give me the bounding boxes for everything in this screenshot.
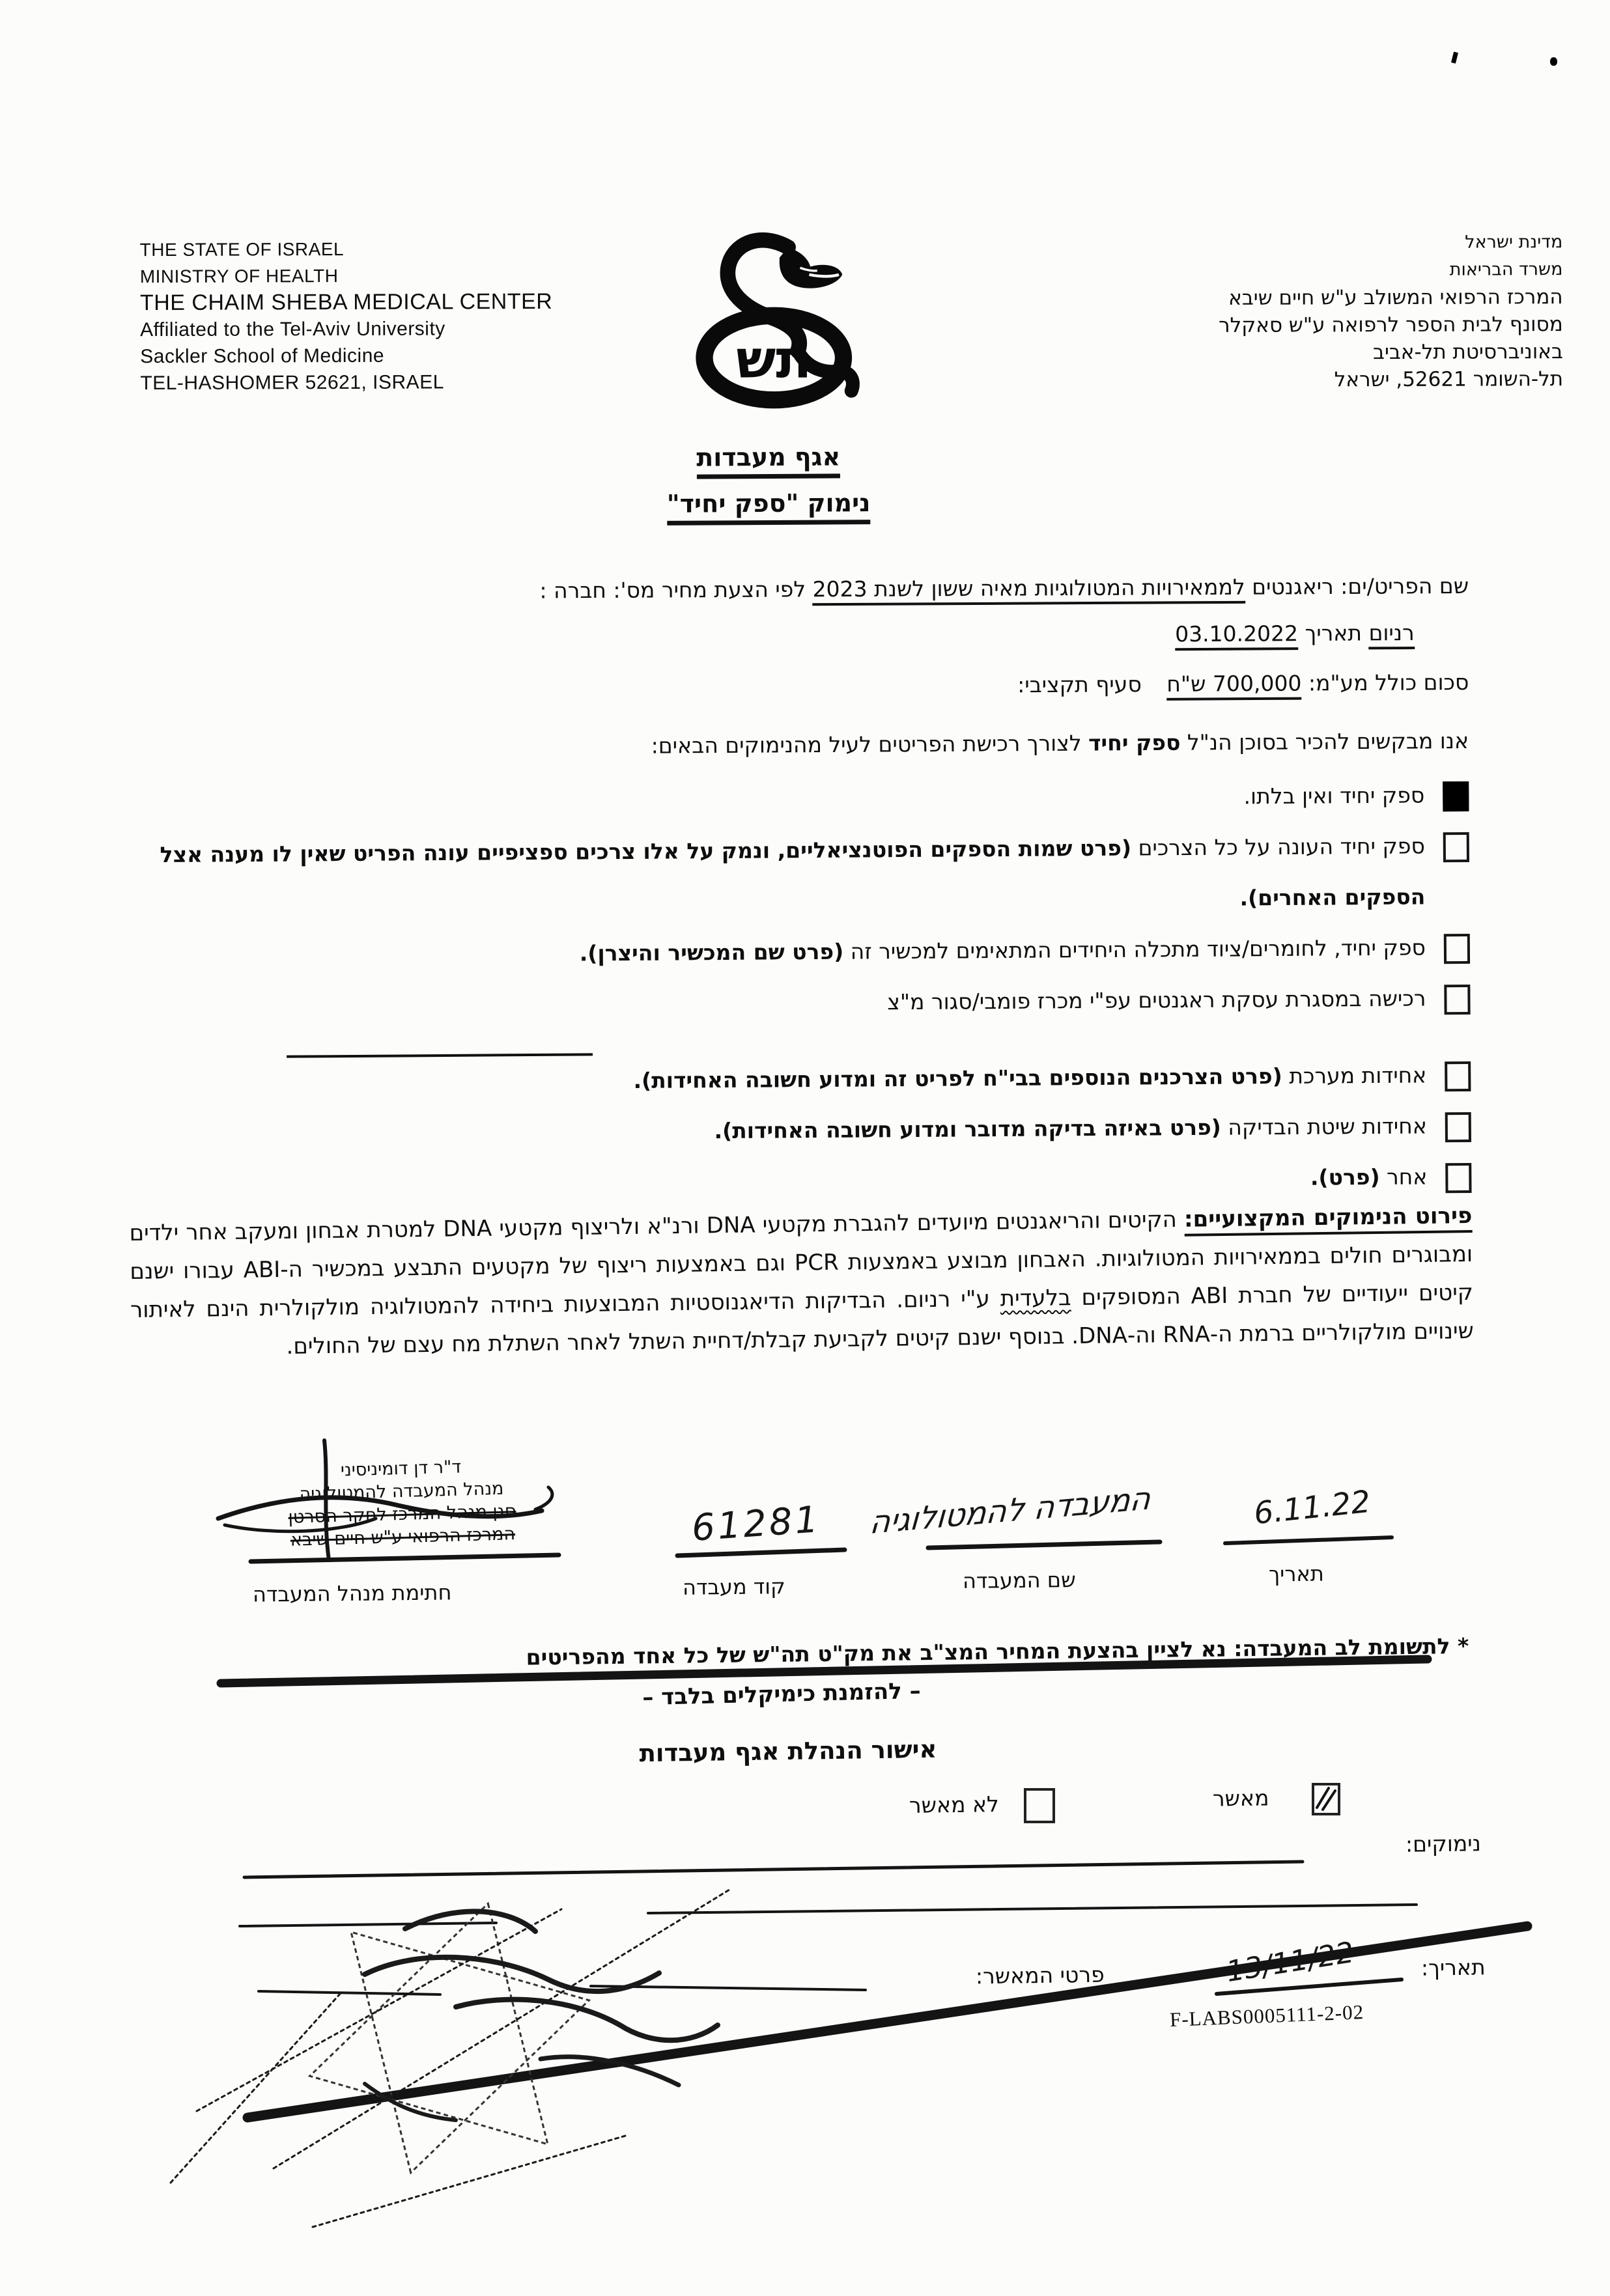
scan-line bbox=[648, 1905, 1417, 1913]
letterhead-line: Sackler School of Medicine bbox=[140, 344, 385, 368]
checkbox-system-uniformity[interactable] bbox=[1445, 1061, 1471, 1091]
letterhead-line: משרד הבריאות bbox=[1450, 259, 1563, 280]
price-quote-label: לפי הצעת מחיר מס': חברה : bbox=[539, 576, 806, 604]
date-label: תאריך bbox=[1305, 620, 1363, 647]
manager-stamp bbox=[241, 1453, 563, 1553]
reason-row: ספק יחיד ואין בלתו. bbox=[127, 770, 1469, 830]
scan-speck bbox=[1550, 57, 1557, 66]
letterhead-line: THE STATE OF ISRAEL bbox=[139, 239, 345, 260]
checkbox-tender-purchase[interactable] bbox=[1444, 985, 1470, 1015]
item-name-value: לממאירויות המטולוגיות מאיה ששון לשנת 2023 bbox=[812, 574, 1245, 606]
total-label: סכום כולל מע"מ: bbox=[1308, 669, 1469, 696]
stamp-line: סגן מנהל המרכז לחקר הסרטן bbox=[288, 1501, 516, 1528]
approval-title: אישור הנהלת אגף מעבדות bbox=[639, 1735, 937, 1768]
reason-row: ספק יחיד העונה על כל הצרכים (פרט שמות הספקים הפוטנציאליים, ונמק על אלו צרכים ספציפיים עונה הפריט שאין לו מענה אצל הספקים האחרים). bbox=[128, 820, 1470, 931]
emblem-letters: תש bbox=[736, 328, 812, 390]
chemicals-only-line: – להזמנת כימיקלים בלבד – bbox=[642, 1677, 922, 1711]
reason-list bbox=[127, 770, 1472, 1211]
company-value: רניום bbox=[1369, 620, 1415, 649]
page-subtitle: נימוק "ספק יחיד" bbox=[667, 488, 871, 525]
letterhead-line: TEL-HASHOMER 52621, ISRAEL bbox=[140, 371, 444, 395]
letterhead-line: תל-השומר 52621, ישראל bbox=[1334, 367, 1564, 392]
item-name-label: שם הפריט/ים: bbox=[1340, 573, 1469, 600]
manager-signature-field-line bbox=[251, 1555, 559, 1561]
letterhead-line: THE CHAIM SHEBA MEDICAL CENTER bbox=[139, 288, 553, 316]
reason-row: אחר (פרט). bbox=[130, 1151, 1471, 1211]
reject-label: לא מאשר bbox=[909, 1791, 1000, 1818]
total-line bbox=[1017, 669, 1469, 697]
checkbox-reject[interactable] bbox=[1024, 1788, 1055, 1823]
reason-row: אחידות מערכת (פרט הצרכנים הנוספים בבי"ח לפריט זה ומדוע חשובה האחידות). bbox=[129, 1050, 1471, 1110]
stamp-line: ד"ר דן דומיניסיני bbox=[340, 1457, 462, 1481]
letterhead-line: באוניברסיטת תל-אביב bbox=[1373, 340, 1564, 365]
letterhead-line: מדינת ישראל bbox=[1465, 232, 1563, 253]
form-code: F-LABS0005111-2-02 bbox=[1169, 2000, 1364, 2031]
page-title: אגף מעבדות bbox=[696, 442, 840, 479]
form-title bbox=[541, 441, 997, 526]
letterhead-english bbox=[140, 235, 553, 397]
field-label-manager-signature: חתימת מנהל המעבדה bbox=[252, 1580, 452, 1607]
checkbox-other[interactable] bbox=[1445, 1163, 1471, 1193]
field-label-date: תאריך bbox=[1268, 1561, 1325, 1587]
date-field-line bbox=[1225, 1537, 1392, 1543]
star-of-david-stamp bbox=[292, 1869, 607, 2207]
letterhead-line: Affiliated to the Tel-Aviv University bbox=[140, 318, 445, 341]
item-name-prefix: ריאגנטים bbox=[1252, 574, 1334, 600]
sheba-snake-emblem-icon bbox=[666, 208, 894, 430]
reason-row: אחידות שיטת הבדיקה (פרט באיזה בדיקה מדובר ומדוע חשובה האחידות). bbox=[130, 1100, 1471, 1160]
approve-label: מאשר bbox=[1212, 1785, 1269, 1812]
handwritten-lab-name: המעבדה להמטולוגיה bbox=[868, 1479, 1152, 1542]
reason-row: ספק יחיד, לחומרים/ציוד מתכלה היחידים המתאימים למכשיר זה (פרט שם המכשיר והיצרן). bbox=[128, 922, 1470, 982]
underlined-word: בלעדית bbox=[1000, 1285, 1071, 1312]
checkbox-consumables-for-device[interactable] bbox=[1444, 934, 1470, 964]
field-label-lab-name: שם המעבדה bbox=[962, 1567, 1076, 1593]
total-value: 700,000 ש"ח bbox=[1166, 671, 1301, 701]
approval-reasons-label: נימוקים: bbox=[1405, 1830, 1482, 1857]
handwritten-date: 6.11.22 bbox=[1252, 1483, 1372, 1532]
field-label-lab-code: קוד מעבדה bbox=[682, 1574, 785, 1600]
letterhead-line: המרכז הרפואי המשולב ע"ש חיים שיבא bbox=[1228, 285, 1563, 310]
scan-line bbox=[259, 1991, 440, 1995]
item-name-line bbox=[127, 573, 1469, 606]
approver-signature-scribble bbox=[171, 1890, 729, 2227]
justification-paragraph: פירוט הנימוקים המקצועיים: הקיטים והריאגנטים מיועדים להגברת מקטעי DNA ורנ"א ולריצוף מקטעי DNA למטרת אבחון ומעקב אחר ילדים ומבוגרים חולים בממאירויות המטולוגיות. האבחון מבוצע באמצעות PCR וגם באמצעות ריצוף של מקטעים התבצע במכשיר ה-ABI עבורו ישנם קיטים ייעודיים של חברת ABI המסופקים בלעדית ע"י רניום. הבדיקות הדיאגנוסטיות המבוצעות ביחידה להמטולוגיה מולקולרית הינם לאיתור שינויים מולקולריים ברמת ה-RNA וה-DNA. בנוסף ישנם קיטים לקביעת קבלת/דחיית השתל לאחר השתלת מח עצם של החולים. bbox=[129, 1202, 1474, 1360]
checkbox-meets-all-needs[interactable] bbox=[1443, 832, 1469, 862]
request-sentence: אנו מבקשים להכיר בסוכן הנ"ל ספק יחיד לצורך רכישת הפריטים לעיל מהנימוקים הבאים: bbox=[651, 728, 1469, 759]
letterhead-line: מסונף לבית הספר לרפואה ע"ש סאקלר bbox=[1219, 313, 1564, 337]
checkbox-sole-supplier[interactable] bbox=[1443, 781, 1469, 811]
reason-row: רכישה במסגרת עסקת ראגנטים עפ"י מכרז פומבי/סגור מ"צ bbox=[128, 973, 1471, 1059]
handwritten-lab-code: 61281 bbox=[690, 1498, 823, 1550]
scan-line bbox=[240, 1923, 496, 1926]
reasons-blank-line bbox=[244, 1862, 1303, 1877]
letterhead-hebrew bbox=[1219, 229, 1564, 394]
justification-heading: פירוט הנימוקים המקצועיים: bbox=[1184, 1203, 1473, 1237]
attention-note: * לתשומת לב המעבדה: נא לציין בהצעת המחיר המצ"ב את מק"ט תה"ש של כל אחד מהפריטים bbox=[526, 1633, 1469, 1670]
handwritten-approval-date: 13/11/22 bbox=[1224, 1935, 1357, 1989]
quote-date-value: 03.10.2022 bbox=[1175, 621, 1298, 651]
budget-label: סעיף תקציבי: bbox=[1017, 671, 1142, 698]
company-date-line bbox=[1175, 620, 1415, 647]
approval-date-label: תאריך: bbox=[1420, 1954, 1486, 1981]
approver-blank-line bbox=[591, 1986, 866, 1990]
checkbox-approve[interactable] bbox=[1312, 1783, 1340, 1815]
approver-details-label: פרטי המאשר: bbox=[975, 1961, 1105, 1989]
lab-code-field-line bbox=[677, 1550, 845, 1556]
scan-speck bbox=[1451, 51, 1458, 63]
checkbox-test-method-uniformity[interactable] bbox=[1445, 1112, 1471, 1142]
stamp-line: מנהל המעבדה להמטולוגיה bbox=[299, 1478, 504, 1505]
fill-in-blank bbox=[287, 1029, 593, 1057]
letterhead-line: MINISTRY OF HEALTH bbox=[139, 266, 339, 287]
stamp-line: המרכז הרפואי ע"ש חיים שיבא bbox=[290, 1524, 516, 1550]
lab-name-field-line bbox=[928, 1542, 1160, 1548]
